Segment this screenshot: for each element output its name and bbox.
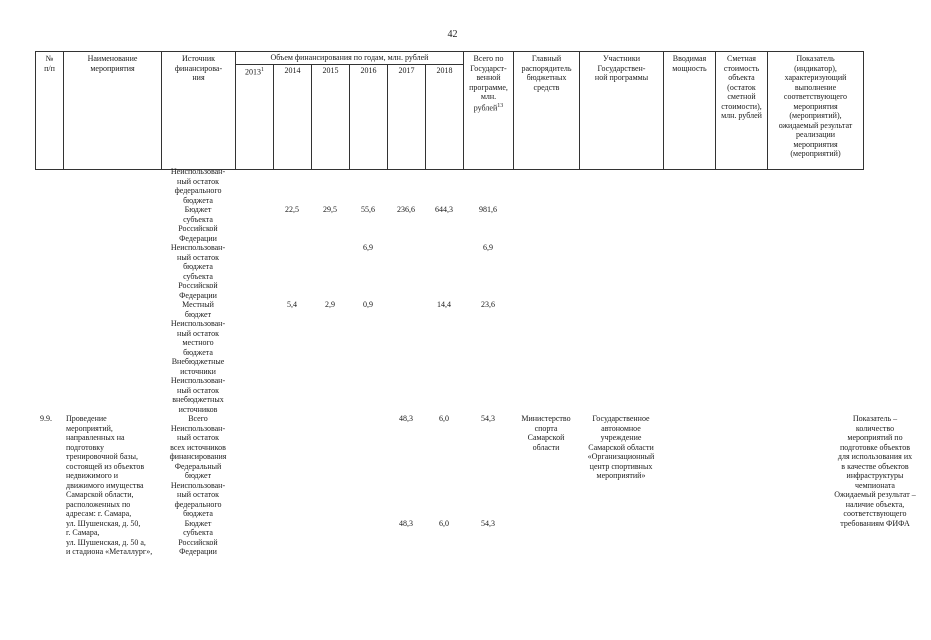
- header-year-2016: 2016: [350, 65, 388, 170]
- value-cell: 6,9: [363, 243, 373, 252]
- total-cell: 54,3: [481, 414, 495, 423]
- source-cell: Неиспользован- ный остаток федерального бюджета: [170, 480, 226, 518]
- source-cell: Бюджет субъекта Российской Федерации: [178, 205, 218, 243]
- header-total: Всего по Государст- венной программе, млн. рублей$^{13}$: [464, 52, 514, 170]
- header-participants: Участники Государствен- ной программы: [580, 52, 664, 170]
- manager-cell: Министерство спорта Самарской области: [521, 414, 571, 452]
- source-cell: Неиспользован- ный остаток местного бюджета: [170, 319, 226, 357]
- header-capacity: Вводимая мощность: [664, 52, 716, 170]
- source-cell: Всего: [188, 414, 208, 423]
- header-name: Наименование мероприятия: [64, 52, 162, 170]
- source-cell: Федеральный бюджет: [174, 461, 222, 480]
- header-year-2014: 2014: [274, 65, 312, 170]
- funding-table-body: [35, 167, 916, 637]
- value-cell: 236,6: [397, 205, 415, 214]
- source-cell: Бюджет субъекта Российской Федерации: [178, 518, 218, 556]
- header-year-2018: 2018: [426, 65, 464, 170]
- value-cell: 48,3: [399, 414, 413, 423]
- header-year-2013-sup: 1: [261, 67, 264, 74]
- value-cell: 6,0: [439, 518, 449, 528]
- value-cell: 644,3: [435, 205, 453, 214]
- indicator-cell: Показатель – количество мероприятий по подготовке объектов для использования их в качестве объектов инфраструктуры чемпионата Ожидаемый результат – наличие объекта, соответствующего требованиям ФИФА: [834, 414, 916, 528]
- header-indicator: Показатель (индикатор), характеризующий выполнение соответствующего мероприятия (мероприятий), ожидаемый результат реализации мероприятия (мероприятий): [768, 52, 864, 170]
- value-cell: 29,5: [323, 205, 337, 214]
- source-cell: Неиспользован- ный остаток всех источников финансирования: [169, 423, 227, 461]
- header-cost: Сметная стоимость объекта (остаток сметной стоимости), млн. рублей: [716, 52, 768, 170]
- header-year-2015: 2015: [312, 65, 350, 170]
- header-year-2013: 2013$^1$: [236, 65, 274, 170]
- header-year-2017: 2017: [388, 65, 426, 170]
- source-cell: Неиспользован- ный остаток бюджета субъекта Российской Федерации: [170, 243, 226, 300]
- source-cell: Местный бюджет: [182, 300, 214, 319]
- page-number: 42: [447, 29, 458, 40]
- source-cell: Неиспользован- ный остаток внебюджетных источников: [170, 376, 226, 414]
- value-cell: 48,3: [399, 518, 413, 528]
- source-cell: Неиспользован- ный остаток федерального бюджета: [170, 167, 226, 205]
- value-cell: 6,0: [439, 414, 449, 423]
- funding-table-header: [35, 51, 864, 170]
- total-cell: 23,6: [481, 300, 495, 309]
- value-cell: 55,6: [361, 205, 375, 214]
- total-cell: 6,9: [483, 243, 493, 252]
- value-cell: 0,9: [363, 300, 373, 309]
- header-num: № п/п: [36, 52, 64, 170]
- total-cell: 981,6: [479, 205, 497, 214]
- value-cell: 14,4: [437, 300, 451, 309]
- source-cell: Внебюджетные источники: [171, 357, 225, 376]
- value-cell: 22,5: [285, 205, 299, 214]
- header-total-sup: 13: [497, 102, 504, 109]
- header-source: Источник финансирова- ния: [162, 52, 236, 170]
- value-cell: 2,9: [325, 300, 335, 309]
- item-number: 9.9.: [40, 414, 52, 423]
- total-cell: 54,3: [481, 518, 495, 528]
- item-name: Проведение мероприятий, направленных на подготовку тренировочной базы, состоящей из объектов недвижимого и движимого имущества Самарской области, расположенных по адресам: г. Самара, ул. Шушенская, д. 50, г. Самара, ул. Шушенская, д. 50 а, и стадиона «Металлург»,: [66, 414, 153, 556]
- header-funding: Объем финансирования по годам, млн. рублей: [236, 52, 464, 65]
- header-manager: Главный распорядитель бюджетных средств: [514, 52, 580, 170]
- value-cell: 5,4: [287, 300, 297, 309]
- participants-cell: Государственное автономное учреждение Самарской области «Организационный центр спортивных мероприятий»: [587, 414, 655, 480]
